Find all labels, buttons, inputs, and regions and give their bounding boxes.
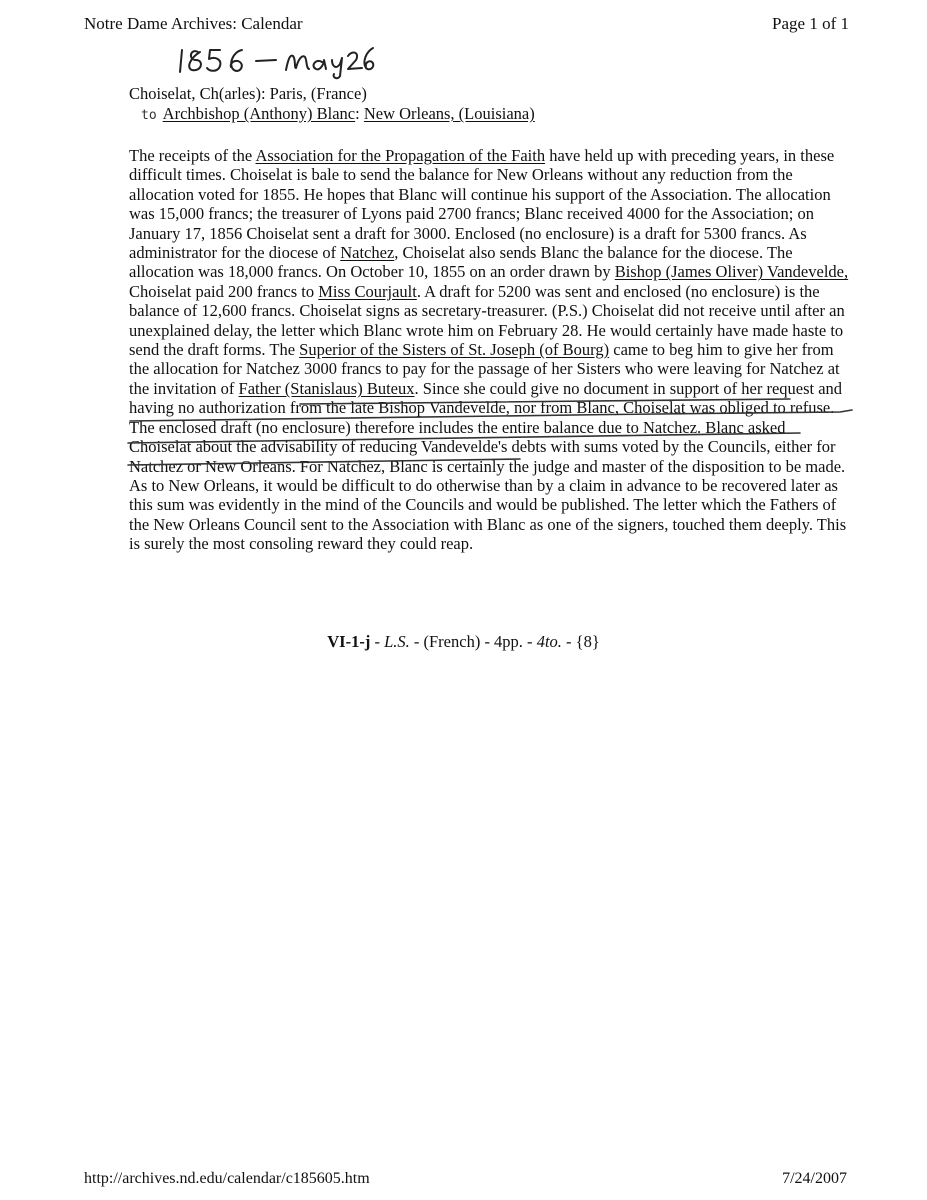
summary-text: have held up with preceding years, in these difficult times. Choiselat is bale to send the balance for New Orleans without any reduction from the allocation voted for 1855. He hopes that Blanc will continue his support of the Association. The allocation was 15,000 francs; the treasurer of Lyons paid 2700 francs; Blanc received 4000 for the Association; on January 17, 1856 Choiselat sent a draft for 3000. Enclosed (no enclosure) is a draft for 5300 francs. As administrator for the diocese of: [129, 146, 835, 263]
reference-details: - (French) - 4pp. -: [409, 632, 537, 651]
reference-sep: -: [370, 632, 385, 651]
reference-size: 4to.: [536, 632, 562, 651]
header-title: Notre Dame Archives: Calendar: [84, 14, 303, 33]
sender-line: Choiselat, Ch(arles): Paris, (France): [129, 84, 367, 103]
summary-text: . Since she could give no document in support of her request and having no authorization from the late Bishop Vandevelde, nor from Blanc, Choiselat was obliged to refuse. The enclosed draft (no enclosure) therefore includes the entire balance due to Natchez. Blanc asked Choiselat about the advisability of reducing Vandevelde's debts with sums voted by the Councils, either for Natchez or New Orleans. For Natchez, Blanc is certainly the judge and master of the disposition to be made. As to New Orleans, it would be difficult to do otherwise than by a claim in advance to be recovered later as this sum was evidently in the mind of the Councils and would be published. The letter which the Fathers of the New Orleans Council sent to the Association with Blanc as one of the signers, touched them deeply. This is surely the most consoling reward they could reap.: [129, 378, 847, 554]
link-association[interactable]: Association for the Propagation of the Faith: [255, 146, 546, 165]
footer-date: 7/24/2007: [782, 1170, 847, 1187]
archive-reference: [0, 632, 927, 652]
footer-url: http://archives.nd.edu/calendar/c185605.htm: [84, 1170, 370, 1187]
summary-text: , Choiselat also sends Blanc the balance for the diocese. The allocation was 18,000 francs. On October 10, 1855 on an order drawn by: [129, 243, 793, 282]
link-natchez[interactable]: Natchez: [340, 243, 395, 263]
handwritten-date-ink: [176, 42, 376, 80]
reference-count: - {8}: [561, 632, 600, 651]
summary-text: The receipts of the: [129, 146, 256, 165]
summary-text: . A draft for 5200 was sent and enclosed (no enclosure) is the balance of 12,600 francs. Choiselat signs as secretary-treasurer. (P.S.) Choiselat did not receive until after an unexplained delay, the letter which Blanc wrote him on February 28. He would certainly have made haste to send the draft forms. The: [129, 281, 845, 360]
link-miss-courjault[interactable]: Miss Courjault: [318, 281, 417, 301]
handwritten-date: [176, 42, 376, 80]
link-bishop-vandevelde[interactable]: Bishop (James Oliver) Vandevelde,: [614, 262, 849, 282]
summary-text: came to beg him to give her from the allocation for Natchez 3000 francs to pay for the passage of her Sisters who were leaving for Natchez at the invitation of: [129, 340, 840, 398]
recipient-separator: :: [355, 104, 364, 123]
reference-code: VI-1-j: [327, 632, 371, 651]
summary-text: Choiselat paid 200 francs to: [129, 281, 319, 301]
summary-paragraph: [129, 146, 851, 554]
page-number: Page 1 of 1: [772, 14, 849, 33]
link-sisters-st-joseph[interactable]: Superior of the Sisters of St. Joseph (of Bourg): [299, 340, 610, 360]
to-label: to: [141, 108, 157, 123]
reference-type: L.S.: [384, 632, 410, 651]
recipient-name-link[interactable]: Archbishop (Anthony) Blanc: [162, 104, 356, 123]
recipient-place-link[interactable]: New Orleans, (Louisiana): [363, 104, 535, 123]
link-father-buteux[interactable]: Father (Stanislaus) Buteux: [238, 378, 415, 398]
recipient-line: [141, 104, 535, 124]
